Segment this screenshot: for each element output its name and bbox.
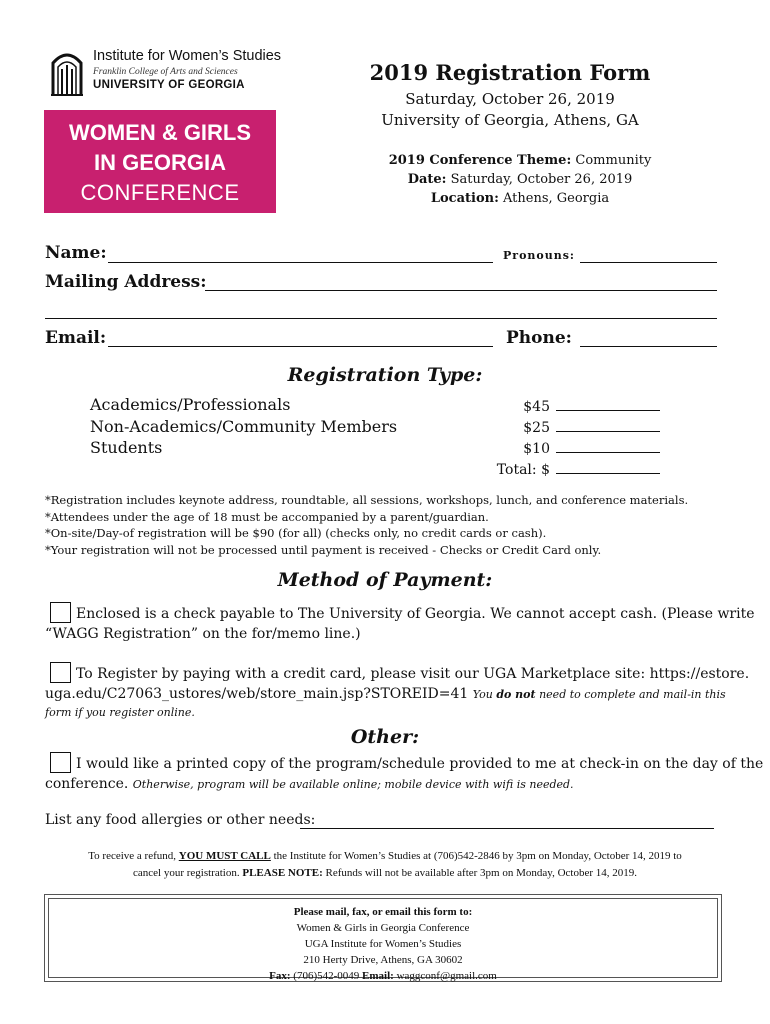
price-academics: $45 xyxy=(523,399,550,415)
card-note-a: You xyxy=(472,688,497,701)
qty-academics-field[interactable] xyxy=(556,399,660,411)
card-note-c: need to complete and mail-in this xyxy=(535,688,726,701)
date-value: Saturday, October 26, 2019 xyxy=(450,172,633,187)
check-payment-checkbox[interactable] xyxy=(50,602,71,623)
registration-type-heading: Registration Type: xyxy=(287,364,483,386)
registration-type-list xyxy=(90,394,397,459)
mailing-address-label: Mailing Address: xyxy=(45,272,207,292)
pronouns-field[interactable] xyxy=(580,262,717,263)
card-payment-line-3 xyxy=(45,702,195,723)
printed-program-text: conference. xyxy=(45,776,129,792)
banner-line-1: WOMEN & GIRLS xyxy=(68,120,252,145)
banner-line-2: IN GEORGIA xyxy=(93,150,226,175)
card-note-d: form if you register online. xyxy=(45,706,195,719)
note-processing: *Your registration will not be processed until payment is received - Checks or Credit Card only. xyxy=(45,542,602,557)
title-block xyxy=(360,60,660,131)
phone-field[interactable] xyxy=(580,346,717,347)
refund-policy xyxy=(30,848,740,882)
conference-meta xyxy=(360,151,680,208)
allergies-label: List any food allergies or other needs: xyxy=(45,812,316,828)
reg-type-community: Non-Academics/Community Members xyxy=(90,416,398,436)
registration-notes xyxy=(45,492,688,558)
printed-program-line-1: I would like a printed copy of the program/schedule provided to me at check-in on the day of the xyxy=(76,756,764,772)
total-label: Total: $ xyxy=(496,462,550,478)
refund-text-2: the Institute for Women’s Studies at (706)542-2846 by 3pm on Monday, October 14, 2019 to xyxy=(270,850,682,862)
refund-text-1: To receive a refund, xyxy=(88,850,179,862)
total-field[interactable] xyxy=(556,462,660,474)
mailing-address-field-line-2[interactable] xyxy=(45,318,717,319)
allergies-field[interactable] xyxy=(300,828,714,829)
qty-students-field[interactable] xyxy=(556,441,660,453)
card-payment-checkbox[interactable] xyxy=(50,662,71,683)
event-date: Saturday, October 26, 2019 xyxy=(405,90,615,108)
name-field[interactable] xyxy=(108,262,493,263)
payment-heading: Method of Payment: xyxy=(277,569,493,591)
mail-line-3: 210 Herty Drive, Athens, GA 30602 xyxy=(303,954,463,966)
refund-please-note: PLEASE NOTE: xyxy=(242,867,323,879)
email-field[interactable] xyxy=(108,346,493,347)
printed-program-line-2 xyxy=(45,774,574,795)
mail-heading: Please mail, fax, or email this form to: xyxy=(293,906,473,918)
refund-text-3: cancel your registration. xyxy=(133,867,243,879)
card-payment-line-1: To Register by paying with a credit card, please visit our UGA Marketplace site: https://estore. xyxy=(76,666,750,682)
check-payment-line-2: “WAGG Registration” on the for/memo line.) xyxy=(45,626,361,642)
theme-label: 2019 Conference Theme: xyxy=(388,153,572,168)
uga-arch-logo xyxy=(50,45,84,97)
other-heading: Other: xyxy=(350,726,420,748)
event-location: University of Georgia, Athens, GA xyxy=(381,111,639,129)
location-label: Location: xyxy=(430,191,499,206)
note-onsite: *On-site/Day-of registration will be $90 (for all) (checks only, no credit cards or cash). xyxy=(45,526,547,540)
banner-line-3: CONFERENCE xyxy=(80,180,240,205)
university-name: UNIVERSITY OF GEORGIA xyxy=(93,79,245,91)
store-url[interactable]: uga.edu/C27063_ustores/web/store_main.jsp?STOREID=41 xyxy=(45,686,469,702)
mail-line-1: Women & Girls in Georgia Conference xyxy=(296,922,470,934)
mailing-address-field[interactable] xyxy=(205,290,717,291)
qty-community-field[interactable] xyxy=(556,420,660,432)
card-note-emphasis: do not xyxy=(496,688,536,701)
conference-banner xyxy=(44,110,276,213)
reg-type-academics: Academics/Professionals xyxy=(90,395,291,414)
email-contact-label: Email: xyxy=(362,970,394,982)
fax-value: (706)542-0049 xyxy=(290,970,363,982)
email-label: Email: xyxy=(45,328,107,348)
refund-text-4: Refunds will not be available after 3pm on Monday, October 14, 2019. xyxy=(322,867,637,879)
printed-program-checkbox[interactable] xyxy=(50,752,71,773)
price-list xyxy=(470,397,660,481)
mail-contact xyxy=(49,968,717,984)
phone-label: Phone: xyxy=(506,328,572,348)
date-label: Date: xyxy=(407,172,447,187)
note-age: *Attendees under the age of 18 must be accompanied by a parent/guardian. xyxy=(45,509,489,524)
pronouns-label: Pronouns: xyxy=(503,249,575,262)
location-value: Athens, Georgia xyxy=(503,191,610,206)
institute-name: Institute for Women’s Studies xyxy=(93,48,282,64)
theme-value: Community xyxy=(575,153,652,168)
price-students: $10 xyxy=(523,441,550,457)
mailing-info-box xyxy=(44,894,722,982)
form-title: 2019 Registration Form xyxy=(369,60,651,85)
fax-label: Fax: xyxy=(269,970,291,982)
printed-program-note: Otherwise, program will be available online; mobile device with wifi is needed. xyxy=(132,778,574,791)
note-includes: *Registration includes keynote address, roundtable, all sessions, workshops, lunch, and conference materials. xyxy=(45,493,689,507)
reg-type-students: Students xyxy=(90,438,163,457)
check-payment-line-1: Enclosed is a check payable to The University of Georgia. We cannot accept cash. (Please write xyxy=(76,606,755,622)
mail-line-2: UGA Institute for Women’s Studies xyxy=(304,938,462,950)
email-contact-value[interactable]: waggconf@gmail.com xyxy=(393,970,497,982)
name-label: Name: xyxy=(45,243,107,263)
college-name: Franklin College of Arts and Sciences xyxy=(93,67,238,77)
refund-must-call: YOU MUST CALL xyxy=(178,850,271,862)
price-community: $25 xyxy=(523,420,550,436)
